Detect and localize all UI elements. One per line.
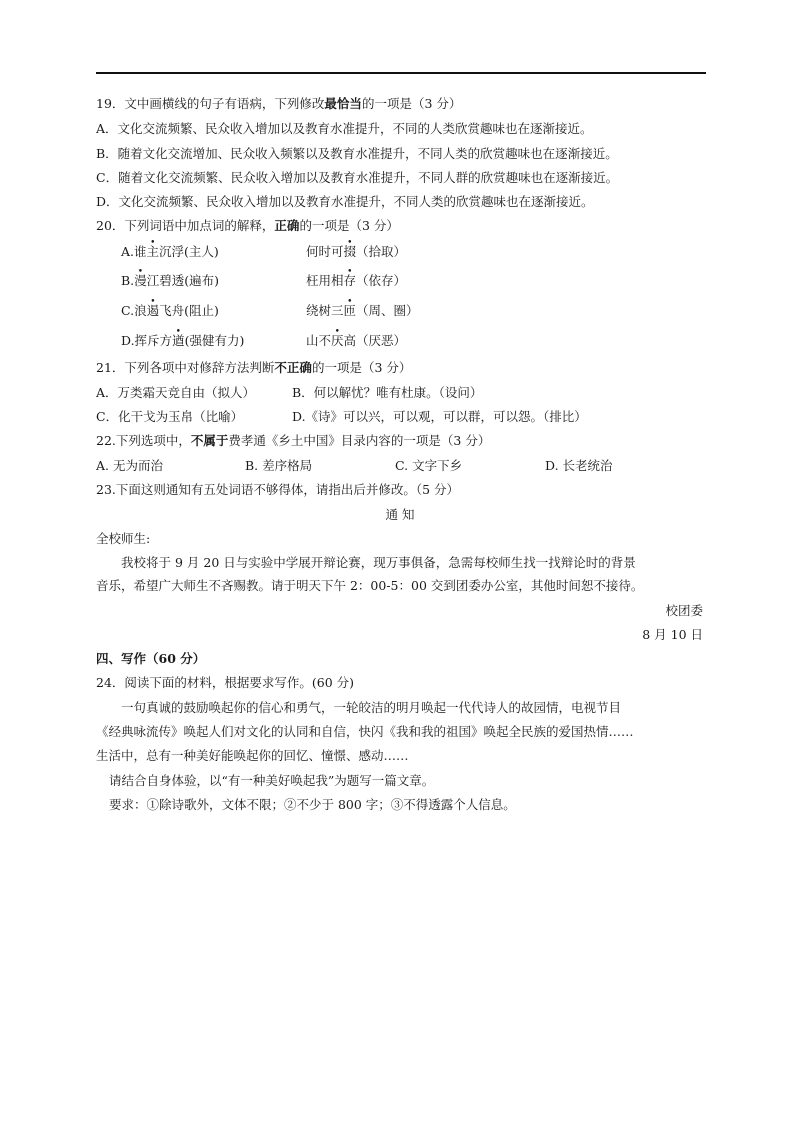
q19-option-d: D．文化交流频繁、民众收入增加以及教育水准提升，不同人类的欣赏趣味也在逐渐接近。 (96, 194, 594, 209)
header-rule (96, 72, 706, 74)
q22-option-c: C. 文字下乡 (395, 458, 463, 473)
q23-stem: 23.下面这则通知有五处词语不够得体，请指出后并修改。（5 分） (96, 482, 460, 497)
q20-row-c-left: C.浪遏飞舟(阻止) (121, 303, 219, 318)
notice-body-line-2: 音乐，希望广大师生不吝赐教。请于明天下午 2：00-5：00 交到团委办公室，其他时间恕不接待。 (96, 578, 644, 593)
q20-row-a-left: A.谁主沉浮(主人) (121, 244, 219, 259)
q22-option-b: B. 差序格局 (245, 458, 313, 473)
q21-option-b: B．何以解忧？唯有杜康。（设问） (292, 385, 483, 400)
notice-date: 8 月 10 日 (642, 627, 703, 642)
q22-stem: 22.下列选项中，不属于费孝通《乡土中国》目录内容的一项是（3 分） (96, 433, 491, 448)
q21-stem: 21．下列各项中对修辞方法判断不正确的一项是（3 分） (96, 360, 412, 375)
q19-stem: 19．文中画横线的句子有语病，下列修改最恰当的一项是（3 分） (96, 96, 462, 111)
q21-option-d: D.《诗》可以兴，可以观，可以群，可以怨。（排比） (292, 409, 587, 424)
notice-salutation: 全校师生: (96, 531, 151, 546)
q24-stem: 24．阅读下面的材料，根据要求写作。(60 分) (96, 675, 355, 690)
material-line-2: 《经典咏流传》唤起人们对文化的认同和自信，快闪《我和我的祖国》唤起全民族的爱国热情…… (96, 724, 634, 739)
writing-requirements: 要求：①除诗歌外，文体不限；②不少于 800 字；③不得透露个人信息。 (109, 797, 516, 812)
q20-row-d-left: D.挥斥方遒(强健有力) (121, 333, 245, 348)
q22-option-a: A. 无为而治 (96, 458, 163, 473)
q20-row-b-left: B.漫江碧透(遍布) (121, 273, 219, 288)
notice-signer: 校团委 (665, 603, 703, 618)
section-writing-title: 四、写作（60 分） (96, 651, 206, 666)
writing-task: 请结合自身体验，以“有一种美好唤起我”为题写一篇文章。 (109, 773, 435, 788)
notice-title: 通 知 (385, 507, 415, 522)
q20-row-d-right: 山不厌高（厌恶） (306, 333, 407, 348)
q20-row-b-right: 枉用相存（依存） (306, 273, 407, 288)
q22-option-d: D. 长老统治 (545, 458, 613, 473)
q19-option-b: B．随着文化交流增加、民众收入频繁以及教育水准提升，不同人类的欣赏趣味也在逐渐接近。 (96, 146, 618, 161)
q20-stem: 20．下列词语中加点词的解释，正确的一项是（3 分） (96, 218, 399, 233)
notice-body-line-1: 我校将于 9 月 20 日与实验中学展开辩论赛，现万事俱备，急需每校师生找一找辩论时的背景 (121, 555, 636, 570)
material-line-1: 一句真诚的鼓励唤起你的信心和勇气，一轮皎洁的明月唤起一代代诗人的故园情，电视节目 (121, 700, 622, 715)
q20-row-a-right: 何时可掇（拾取） (306, 244, 407, 259)
q21-option-a: A．万类霜天竞自由（拟人） (96, 385, 256, 400)
q21-option-c: C．化干戈为玉帛（比喻） (96, 409, 244, 424)
material-line-3: 生活中，总有一种美好能唤起你的回忆、憧憬、感动…… (96, 748, 409, 763)
q19-option-a: A．文化交流频繁、民众收入增加以及教育水准提升，不同的人类欣赏趣味也在逐渐接近。 (96, 121, 593, 136)
q19-option-c: C．随着文化交流频繁、民众收入增加以及教育水准提升，不同人群的欣赏趣味也在逐渐接近。 (96, 170, 619, 185)
q20-row-c-right: 绕树三匝（周、圈） (306, 303, 419, 318)
